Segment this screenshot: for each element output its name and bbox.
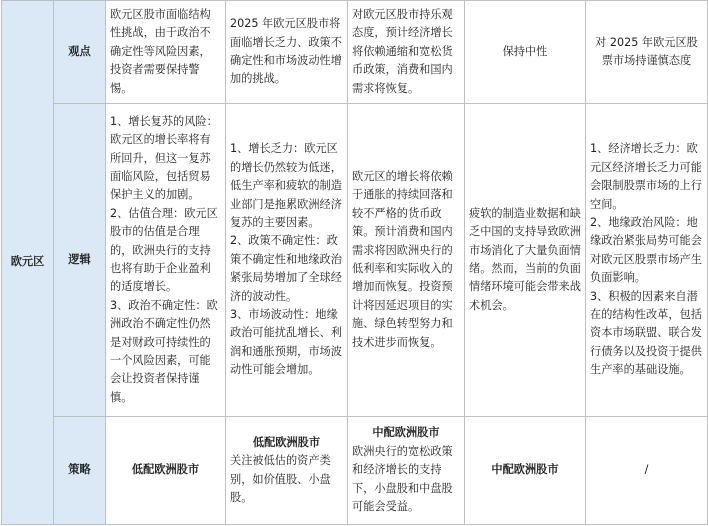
logic-cell-1-line-4: 3、政治不确定性：欧洲政治不确定性仍然是对财政可持续性的一个风险因素，可能会让投资者保持谨慎。 xyxy=(110,298,218,404)
strategy-cell-2 xyxy=(226,417,348,525)
logic-row xyxy=(2,104,708,417)
logic-cell-2-point-1: 1、增长乏力：欧元区的增长仍然较为低迷，低生产率和疲软的制造业部门是拖累欧洲经济复苏的主要因素。 xyxy=(230,142,342,229)
logic-cell-5 xyxy=(586,104,708,417)
strategy-cell-3 xyxy=(348,417,465,525)
logic-cell-4: 疲软的制造业数据和缺乏中国的支持导致欧洲市场消化了大量负面情绪。然而，当前的负面情绪环境可能会带来战术机会。 xyxy=(465,104,586,417)
logic-cell-1-line-3: 2、估值合理：欧元区股市的估值是合理的，欧洲央行的支持也将有助于企业盈利的适度增长。 xyxy=(110,206,218,294)
row-label-logic: 逻辑 xyxy=(54,104,106,417)
logic-cell-5-point-3: 3、积极的因素来自潜在的结构性改革，包括资本市场联盟、联合发行债务以及投资于提供生产率的基础设施。 xyxy=(590,289,702,377)
strategy-cell-2-text: 关注被低估的资产类别，如价值股、小盘股。 xyxy=(230,454,331,504)
logic-cell-2-point-2: 2、政策不确定性：政策不确定性和地缘政治紧张局势增加了全球经济的波动性。 xyxy=(230,234,342,303)
euro-area-view-table xyxy=(1,0,708,525)
strategy-cell-1: 低配欧洲股市 xyxy=(106,417,226,525)
logic-cell-5-point-2: 2、地缘政治风险：地缘政治紧张局势可能会对欧元区股票市场产生负面影响。 xyxy=(590,215,702,285)
view-row xyxy=(2,1,708,104)
view-cell-2: 2025 年欧元区股市将面临增长乏力、政策不确定性和市场波动性增加的挑战。 xyxy=(226,1,348,104)
strategy-row xyxy=(2,417,708,525)
logic-cell-2-point-3: 3、市场波动性：地缘政治可能扰乱增长、利润和通胀预期，市场波动性可能会增加。 xyxy=(230,308,342,377)
logic-cell-1 xyxy=(106,104,226,417)
view-cell-1: 欧元区股市面临结构性挑战，由于政治不确定性等风险因素，投资者需要保持警惕。 xyxy=(106,1,226,104)
region-label: 欧元区 xyxy=(2,1,54,525)
strategy-cell-2-title: 低配欧洲股市 xyxy=(252,435,321,449)
view-cell-3: 对欧元区股市持乐观态度，预计经济增长将依赖通缩和宽松货币政策，消费和国内需求将恢复。 xyxy=(348,1,465,104)
logic-cell-1-line-1: 1、增长复苏的风险： xyxy=(110,114,218,128)
row-label-view: 观点 xyxy=(54,1,106,104)
view-cell-4: 保持中性 xyxy=(465,1,586,104)
logic-cell-3: 欧元区的增长将依赖于通胀的持续回落和较不严格的货币政策。预计消费和国内需求将因欧洲央行的低利率和实际收入的增加而恢复。投资预计将因延迟项目的实施、绿色转型努力和技术进步而恢复。 xyxy=(348,104,465,417)
strategy-cell-3-text: 欧洲央行的宽松政策和经济增长的支持下，小盘股和中盘股可能会受益。 xyxy=(352,444,453,514)
strategy-cell-4: 中配欧洲股市 xyxy=(465,417,586,525)
logic-cell-2 xyxy=(226,104,348,417)
strategy-cell-5: / xyxy=(586,417,708,525)
logic-cell-1-line-2: 欧元区的增长率将有所回升，但这一复苏面临风险，包括贸易保护主义的加剧。 xyxy=(110,133,211,202)
logic-cell-5-point-1: 1、经济增长乏力：欧元区经济增长乏力可能会限制股票市场的上行空间。 xyxy=(590,142,702,211)
row-label-strategy: 策略 xyxy=(54,417,106,525)
view-cell-5: 对 2025 年欧元区股票市场持谨慎态度 xyxy=(586,1,708,104)
strategy-cell-3-title: 中配欧洲股市 xyxy=(372,426,440,440)
